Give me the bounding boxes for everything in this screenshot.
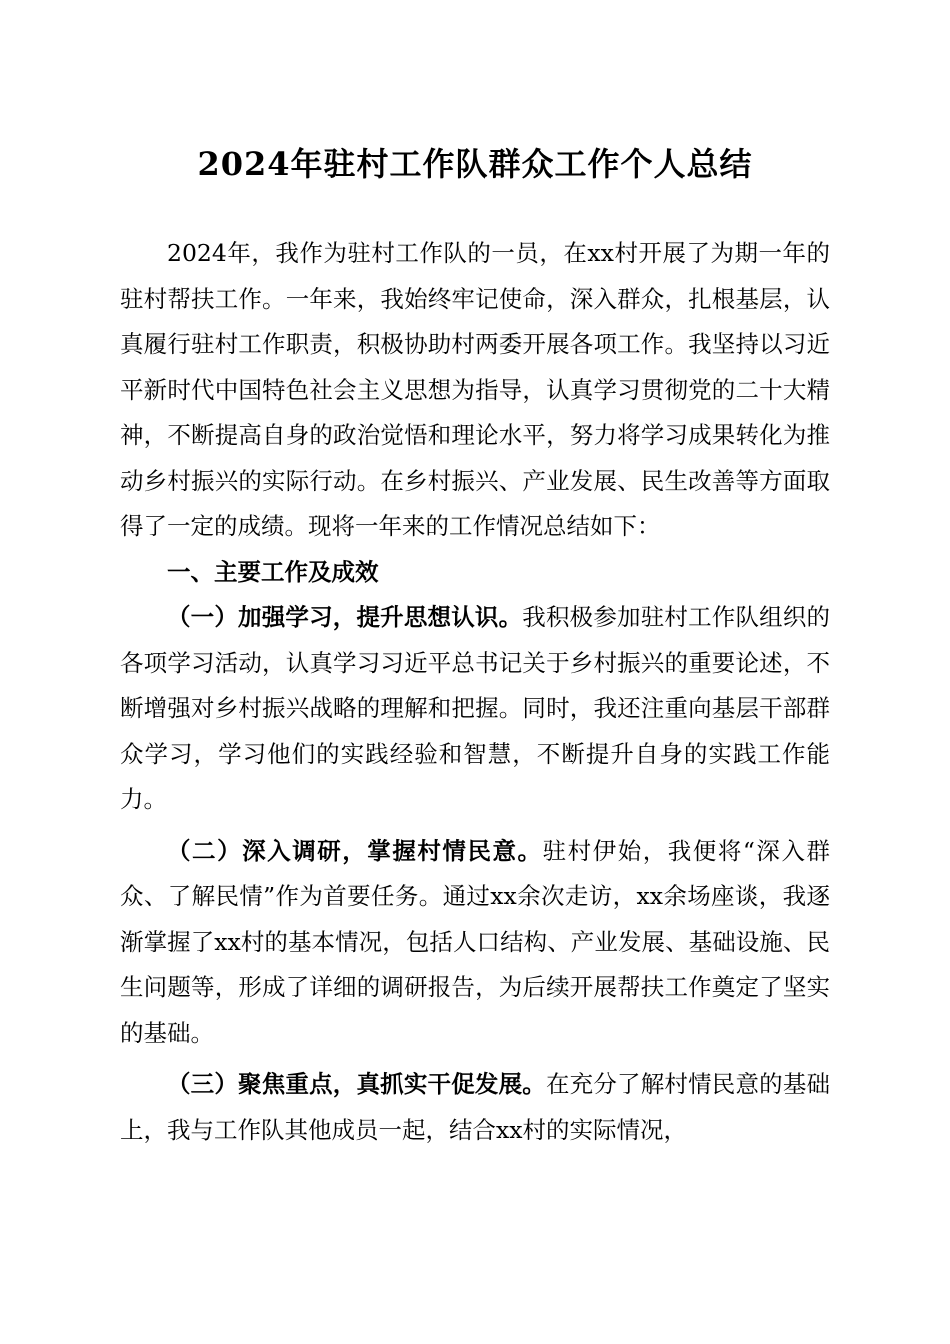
section-heading: 一、主要工作及成效 <box>167 557 379 586</box>
item-text-2: 驻村伊始，我便将“深入群众、了解民情”作为首要任务。通过xx余次走访，xx余场座谈，我逐渐掌握了xx村的基本情况，包括人口结构、产业发展、基础设施、民生问题等，形成了详细的调研报告，为后续开展帮扶工作奠定了坚实的基础。 <box>120 836 831 1047</box>
item-text-1: 我积极参加驻村工作队组织的各项学习活动，认真学习习近平总书记关于乡村振兴的重要论述，不断增强对乡村振兴战略的理解和把握。同时，我还注重向基层干部群众学习，学习他们的实践经验和智慧，不断提升自身的实践工作能力。 <box>120 603 831 813</box>
item-lead-2: （二）深入调研，掌握村情民意。 <box>167 836 543 865</box>
item-paragraph-2 <box>120 829 830 1057</box>
document-body <box>120 231 830 1153</box>
intro-paragraph: 2024年，我作为驻村工作队的一员，在xx村开展了为期一年的驻村帮扶工作。一年来，我始终牢记使命，深入群众，扎根基层，认真履行驻村工作职责，积极协助村两委开展各项工作。我坚持以习近平新时代中国特色社会主义思想为指导，认真学习贯彻党的二十大精神，不断提高自身的政治觉悟和理论水平，努力将学习成果转化为推动乡村振兴的实际行动。在乡村振兴、产业发展、民生改善等方面取得了一定的成绩。现将一年来的工作情况总结如下： <box>120 239 830 540</box>
item-lead-3: （三）聚焦重点，真抓实干促发展。 <box>167 1070 546 1098</box>
item-lead-1: （一）加强学习，提升思想认识。 <box>167 603 523 631</box>
document-title: 2024年驻村工作队群众工作个人总结 <box>197 145 753 183</box>
item-text-3: 在充分了解村情民意的基础上，我与工作队其他成员一起，结合xx村的实际情况， <box>120 1070 831 1144</box>
item-paragraph-3 <box>120 1062 830 1153</box>
item-paragraph-1 <box>120 595 830 823</box>
